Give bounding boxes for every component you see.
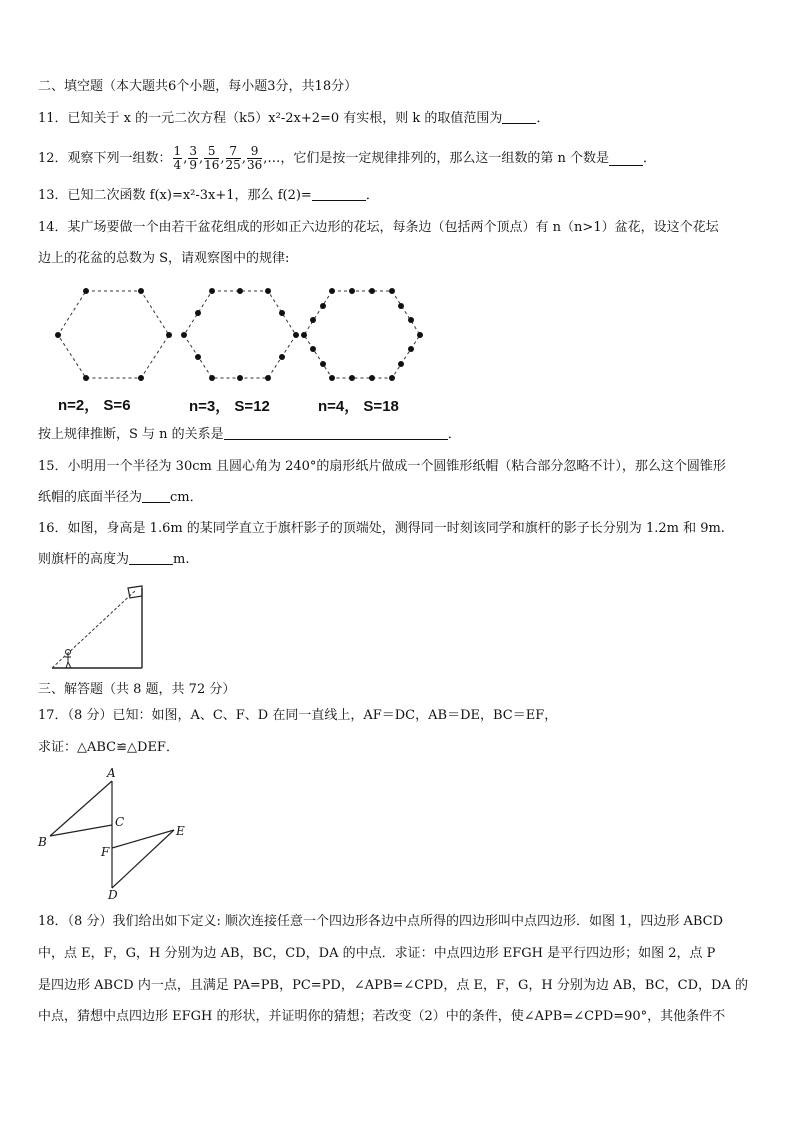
hexagon-n2-dots xyxy=(55,288,172,381)
question-12: 12．观察下列一组数： $\frac{1}{4}$ , $\frac{3}{9}$ , $\frac{5}{16}$ , $\frac{7}{25}$ , $\frac{9}{36}$ ,…，它们是按一定规律排列的，那么这一组数的第 n 个数是 ． xyxy=(38,144,657,172)
question-18-line-3: 是四边形 ABCD 内一点，且满足 PA=PB，PC=PD，∠APB=∠CPD，点 E，F，G，H 分别为边 AB，BC，CD，DA 的 xyxy=(38,978,748,993)
q12-fraction-5: $\frac{9}{36}$ xyxy=(246,144,263,172)
hexagon-n3 xyxy=(184,291,296,378)
question-15-line-1: 15．小明用一个半径为 30cm 且圆心角为 240°的扇形纸片做成一个圆锥形纸帽（粘合部分忽略不计），那么这个圆锥形 xyxy=(38,459,726,474)
q11-text: 11．已知关于 x 的一元二次方程（k5）x²-2x+2=0 有实根，则 k 的取值范围为 xyxy=(38,111,503,126)
q16-answer-blank[interactable] xyxy=(129,551,173,565)
q12-fraction-2: $\frac{3}{9}$ xyxy=(189,144,197,172)
question-14-line-1: 14．某广场要做一个由若干盆花组成的形如正六边形的花坛，每条边（包括两个顶点）有 n（n>1）盆花，设这个花坛 xyxy=(38,220,719,235)
point-label-b: B xyxy=(38,835,47,849)
q14-conclusion-text: 按上规律推断，S 与 n 的关系是 xyxy=(38,427,224,442)
question-14-conclusion xyxy=(38,426,758,444)
triangles-figure xyxy=(38,768,188,898)
hexagon-n4-dots xyxy=(301,288,423,381)
hexagon-n2 xyxy=(58,291,169,378)
flagpole-shadow-figure xyxy=(48,580,158,672)
section-3-heading: 三、解答题（共 8 题，共 72 分） xyxy=(38,682,236,697)
section-2-heading: 二、填空题（本大题共6个小题，每小题3分，共18分） xyxy=(38,79,358,94)
question-16-line-2 xyxy=(38,551,758,569)
question-11 xyxy=(38,110,758,128)
caption-n2: n=2， S=6 xyxy=(58,397,131,414)
caption-n3: n=3， S=12 xyxy=(189,398,270,415)
point-label-f: F xyxy=(101,845,110,859)
q16-unit: m. xyxy=(173,552,190,567)
question-13 xyxy=(38,187,758,205)
q15-unit: cm． xyxy=(170,490,203,505)
student-figure xyxy=(65,650,71,669)
q13-end: ． xyxy=(365,188,379,203)
point-label-c: C xyxy=(115,815,125,829)
question-14-line-2: 边上的花盆的总数为 S，请观察图中的规律: xyxy=(38,251,290,266)
q12-answer-blank[interactable] xyxy=(609,152,643,166)
question-18-line-4: 中点，猜想中点四边形 EFGH 的形状，并证明你的猜想；若改变（2）中的条件，使∠APB=∠CPD=90°，其他条件不 xyxy=(38,1009,726,1024)
q16-text: 则旗杆的高度为 xyxy=(38,552,130,567)
q12-fraction-1: $\frac{1}{4}$ xyxy=(173,144,182,172)
q14-end: ． xyxy=(447,427,461,442)
hexagon-pattern-figure xyxy=(40,280,440,390)
q15-text: 纸帽的底面半径为 xyxy=(38,490,143,505)
q15-answer-blank[interactable] xyxy=(142,489,170,503)
q11-end: ． xyxy=(536,111,550,126)
point-label-a: A xyxy=(107,766,116,780)
caption-n4: n=4， S=18 xyxy=(318,398,399,415)
hexagon-n3-dots xyxy=(181,288,299,381)
question-18-line-2: 中，点 E，F，G，H 分别为边 AB，BC，CD，DA 的中点．求证：中点四边形 EFGH 是平行四边形；如图 2，点 P xyxy=(38,946,716,961)
question-15-line-2 xyxy=(38,489,758,507)
q12-prefix: 12．观察下列一组数： xyxy=(38,151,172,166)
point-label-e: E xyxy=(176,824,185,838)
q12-ellipsis: ,… xyxy=(263,151,281,166)
q12-fraction-3: $\frac{5}{16}$ xyxy=(204,144,220,172)
q14-answer-blank[interactable] xyxy=(224,426,448,440)
q12-fraction-4: $\frac{7}{25}$ xyxy=(225,144,241,172)
q13-answer-blank[interactable] xyxy=(312,187,366,201)
point-label-d: D xyxy=(108,888,118,902)
q11-answer-blank[interactable] xyxy=(502,110,536,124)
question-18-line-1: 18．（8 分）我们给出如下定义: 顺次连接任意一个四边形各边中点所得的四边形叫中点四边形．如图 1，四边形 ABCD xyxy=(38,914,724,929)
q13-text: 13．已知二次函数 f(x)=x²-3x+1，那么 f(2)= xyxy=(38,188,312,203)
q12-end: ． xyxy=(643,151,657,166)
question-16-line-1: 16．如图，身高是 1.6m 的某同学直立于旗杆影子的顶端处，测得同一时刻该同学和旗杆的影子长分别为 1.2m 和 9m. xyxy=(38,521,725,536)
q12-suffix: ，它们是按一定规律排列的，那么这一组数的第 n 个数是 xyxy=(280,151,610,166)
question-17-line-2: 求证：△ABC≌△DEF． xyxy=(38,740,179,755)
question-17-line-1: 17．（8 分）已知：如图，A、C、F、D 在同一直线上，AF＝DC，AB＝DE，BC＝EF， xyxy=(38,708,558,723)
